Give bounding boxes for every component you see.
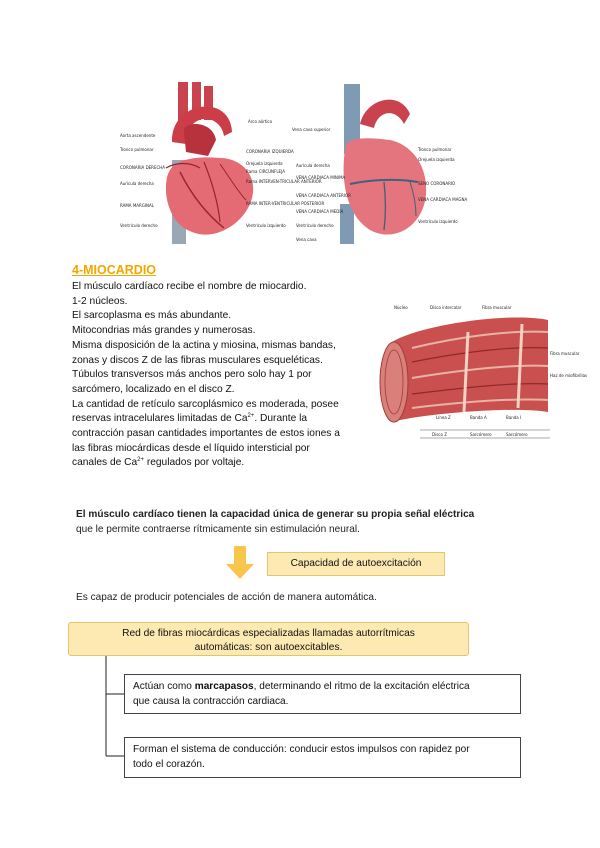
- label-auricula-derecha-post: Aurícula derecha: [296, 163, 330, 168]
- label-coronaria-derecha: CORONARIA DERECHA: [120, 165, 166, 170]
- body-line: El músculo cardíaco recibe el nombre de miocardio.: [72, 281, 307, 292]
- label-vena-cardiaca-minima: VENA CARDIACA MINIMA: [296, 175, 346, 180]
- body-line: las fibras miocárdicas desde el líquido intersticial por: [72, 442, 310, 454]
- label-linea-z: Línea Z: [436, 415, 451, 420]
- detail-line: que causa la contracción cardiaca.: [133, 696, 289, 707]
- label-sarcomero: Sarcómero: [470, 432, 492, 437]
- body-line: La cantidad de retículo sarcoplásmico es moderada, posee: [72, 398, 339, 410]
- label-seno-coronario: SENO CORONARIO: [418, 181, 456, 186]
- label-nucleo: Núcleo: [394, 305, 408, 310]
- label-fibra-muscular: Fibra muscular: [482, 305, 512, 310]
- autoexcitation-box: Capacidad de autoexcitación: [267, 552, 445, 576]
- label-haz-miofibrillas: Haz de miofibrillas: [550, 373, 588, 378]
- label-vena-cava: Vena cava: [296, 237, 317, 242]
- body-line: canales de $Ca^{2+}$ regulados por voltaje.: [72, 457, 245, 469]
- label-sarcomero-2: Sarcómero: [506, 432, 528, 437]
- body-line: contracción pasan cantidades importantes de estos iones a: [72, 428, 340, 440]
- label-rama-circunfleja: Rama CIRCUNFLEJA: [246, 169, 285, 174]
- label-orejuela-izquierda: Orejuela izquierda: [246, 161, 283, 166]
- label-vena-cava-superior: Vena cava superior: [292, 127, 331, 132]
- body-line: 1-2 núcleos.: [72, 295, 128, 307]
- label-rama-interventricular-posterior: RAMA INTER-VENTRICULAR POSTERIOR: [246, 201, 325, 206]
- label-rama-marginal: RAMA MARGINAL: [120, 203, 155, 208]
- label-coronaria-izquierda: CORONARIA IZQUIERDA: [246, 149, 294, 154]
- label-ventriculo-izquierdo-post: Ventrículo izquierdo: [418, 219, 458, 224]
- label-aorta-ascendente: Aorta ascendente: [120, 133, 156, 138]
- label-orejuela-izquierda-post: Orejuela izquierda: [418, 157, 455, 162]
- detail-line: todo el corazón.: [133, 759, 205, 770]
- intro-text: [76, 507, 474, 537]
- label-tronco-pulmonar-post: Tronco pulmonar: [418, 147, 452, 152]
- intro-line: El músculo cardíaco tienen la capacidad única de generar su propia señal eléctrica: [76, 509, 475, 520]
- conduction-system-box: [124, 737, 521, 778]
- label-banda-i: Banda I: [506, 415, 522, 420]
- section-body: [72, 280, 372, 471]
- label-arco-aortico: Arco aórtico: [248, 119, 273, 124]
- body-line: Túbulos transversos más anchos pero solo hay 1 por: [72, 369, 312, 381]
- box-red-line: Red de fibras miocárdicas especializadas llamadas autorrítmicas: [122, 628, 415, 639]
- section-title: 4-MIOCARDIO: [72, 263, 157, 277]
- label-tronco-pulmonar: Tronco pulmonar: [120, 147, 154, 152]
- autorhythmic-network-box: [68, 622, 469, 656]
- label-fibra-muscular-2: Fibra muscular: [550, 351, 580, 356]
- body-line: sarcómero, localizado en el disco Z.: [72, 383, 235, 395]
- detail-line: Actúan como marcapasos, determinando el ritmo de la excitación eléctrica: [133, 681, 470, 692]
- body-line: reservas intracelulares limitadas de $Ca^{2+}$. Durante la: [72, 413, 308, 425]
- label-ventriculo-derecho: Ventrículo derecho: [120, 223, 158, 228]
- label-vena-cardiaca-magna: VENA CARDIACA MAGNA: [418, 197, 468, 202]
- cardiac-muscle-figure: [372, 302, 588, 448]
- body-line: zonas y discos Z de las fibras musculares esqueléticas.: [72, 354, 323, 366]
- label-rama-interventricular-anterior: Rama INTERVEN-TRICULAR ANTERIOR: [246, 179, 322, 184]
- label-disco-intercalar: Disco intercalar: [430, 305, 462, 310]
- intro-line: que le permite contraerse rítmicamente sin estimulación neural.: [76, 524, 360, 535]
- label-auricula-derecha: Aurícula derecha: [120, 181, 154, 186]
- automatic-text: Es capaz de producir potenciales de acción de manera automática.: [76, 592, 377, 603]
- cardiac-muscle-illustration: [372, 302, 572, 448]
- detail-line: Forman el sistema de conducción: conducir estos impulsos con rapidez por: [133, 744, 470, 755]
- body-line: Mitocondrias más grandes y numerosas.: [72, 325, 256, 337]
- label-ventriculo-izquierdo: Ventrículo izquierdo: [246, 223, 286, 228]
- pacemaker-box: [124, 674, 521, 714]
- body-line: Misma disposición de la actina y miosina, mismas bandas,: [72, 339, 336, 351]
- box-red-line: automáticas: son autoexcitables.: [194, 642, 343, 653]
- label-vena-cardiaca-media: VENA CARDIACA MEDIA: [296, 209, 344, 214]
- label-vena-cardiaca-anterior: VENA CARDIACA ANTERIOR: [296, 193, 351, 198]
- label-disco-z: Disco Z: [432, 432, 447, 437]
- label-banda-a: Banda A: [470, 415, 487, 420]
- heart-posterior-figure: [292, 84, 468, 244]
- down-arrow-icon: [225, 546, 255, 580]
- label-ventriculo-derecho-post: Ventrículo derecho: [296, 223, 334, 228]
- body-line: El sarcoplasma es más abundante.: [72, 310, 232, 322]
